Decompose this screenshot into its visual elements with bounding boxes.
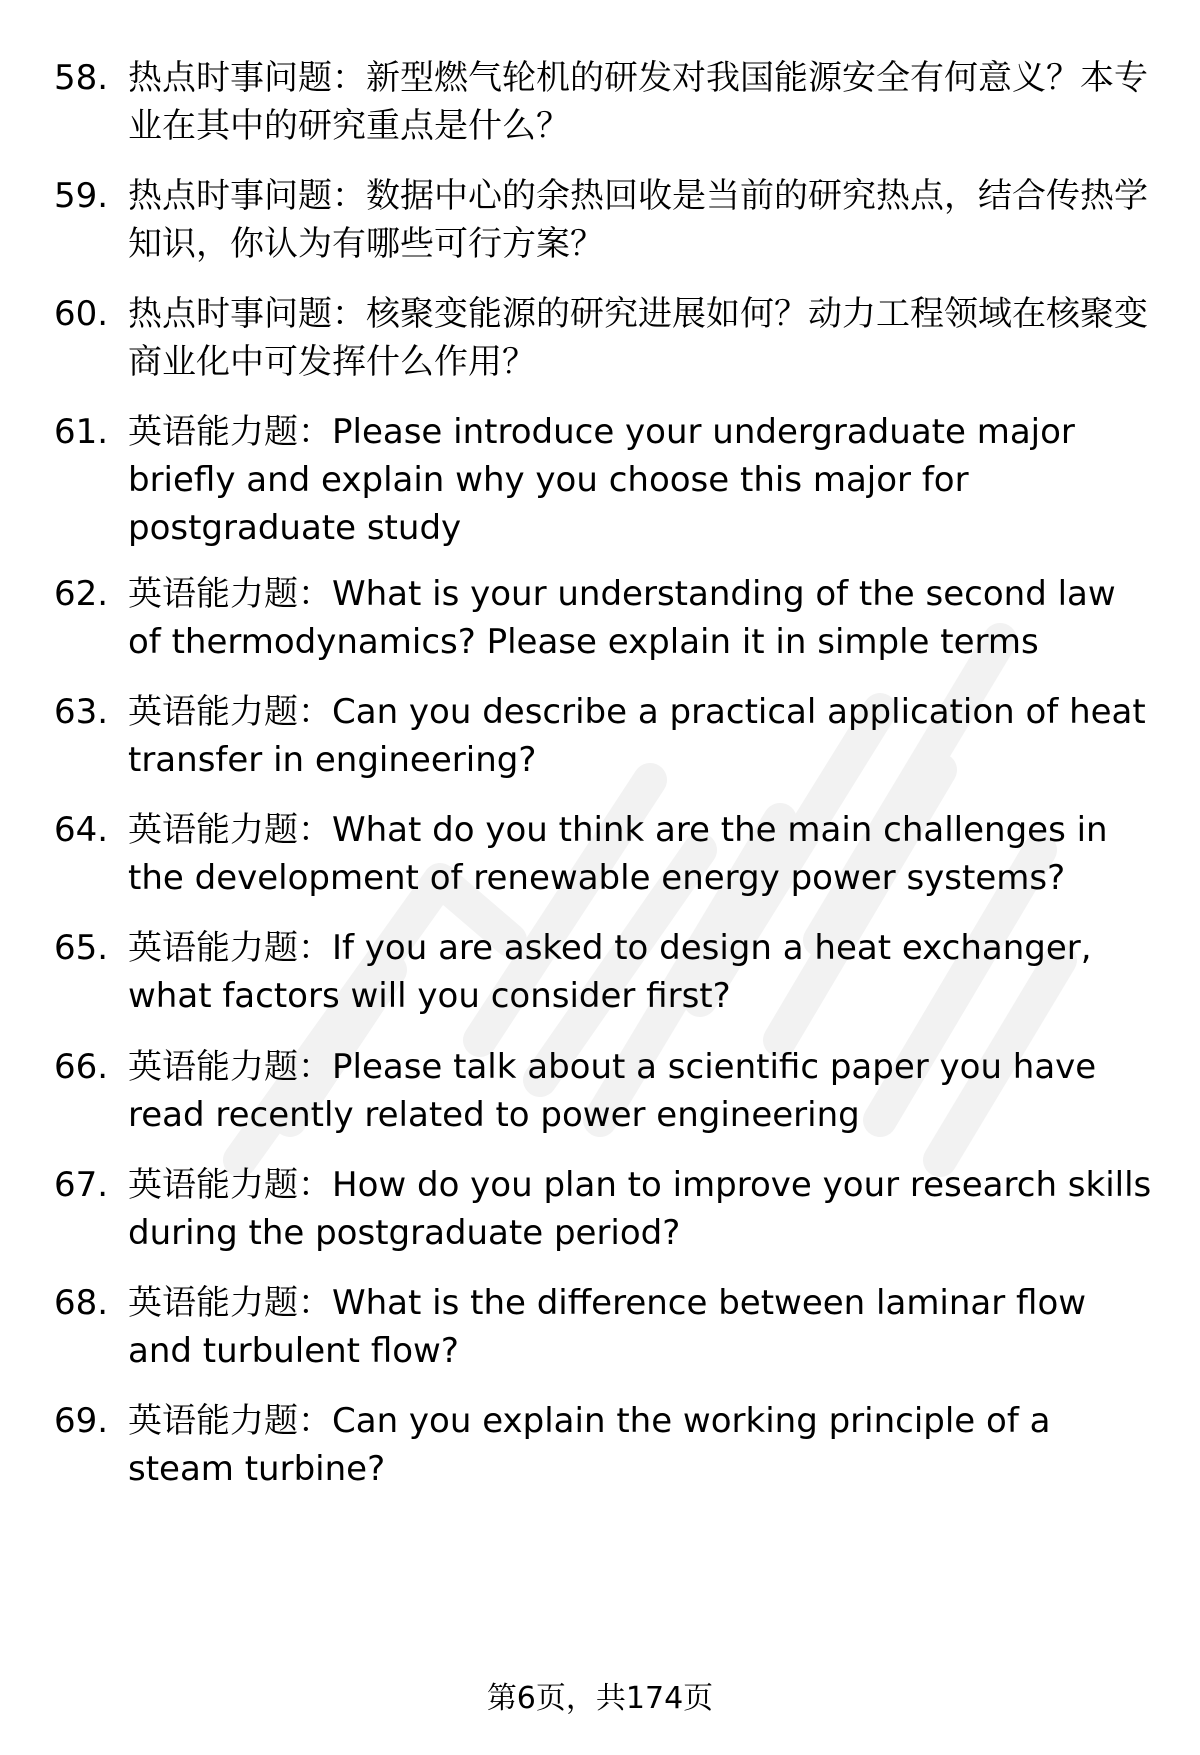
question-text: 英语能力题：If you are asked to design a heat exchanger, what factors will you consider first? [128,928,1092,1016]
question-text: 英语能力题：What is your understanding of the second law of thermodynamics? Please explain it in simple terms [128,574,1116,662]
question-text: 英语能力题：Can you explain the working principle of a steam turbine? [128,1401,1051,1489]
question-number: 62. [54,574,109,614]
question-text: 英语能力题：Please talk about a scientific paper you have read recently related to power engineering [128,1047,1097,1135]
question-number: 65. [54,928,109,968]
question-text: 英语能力题：How do you plan to improve your research skills during the postgraduate period? [128,1165,1152,1253]
question-text: 热点时事问题：核聚变能源的研究进展如何？动力工程领域在核聚变商业化中可发挥什么作用？ [128,294,1148,382]
page-number-footer: 第6页，共174页 [486,1681,714,1716]
question-text: 热点时事问题：新型燃气轮机的研发对我国能源安全有何意义？本专业在其中的研究重点是什么？ [128,58,1148,146]
question-number: 66. [54,1047,109,1087]
question-number: 63. [54,692,109,732]
question-number: 67. [54,1165,109,1205]
question-number: 68. [54,1283,109,1323]
question-text: 热点时事问题：数据中心的余热回收是当前的研究热点，结合传热学知识，你认为有哪些可行方案？ [128,176,1148,264]
question-text: 英语能力题：What do you think are the main challenges in the development of renewable energy power systems? [128,810,1108,898]
question-number: 64. [54,810,109,850]
question-number: 58. [54,58,109,98]
question-text: 英语能力题：What is the difference between laminar flow and turbulent flow? [128,1283,1087,1371]
question-number: 60. [54,294,109,334]
question-number: 59. [54,176,109,216]
question-text: 英语能力题：Can you describe a practical application of heat transfer in engineering? [128,692,1146,780]
question-number: 61. [54,412,109,452]
question-number: 69. [54,1401,109,1441]
question-text: 英语能力题：Please introduce your undergraduate major briefly and explain why you choose this major for postgraduate study [128,412,1075,548]
